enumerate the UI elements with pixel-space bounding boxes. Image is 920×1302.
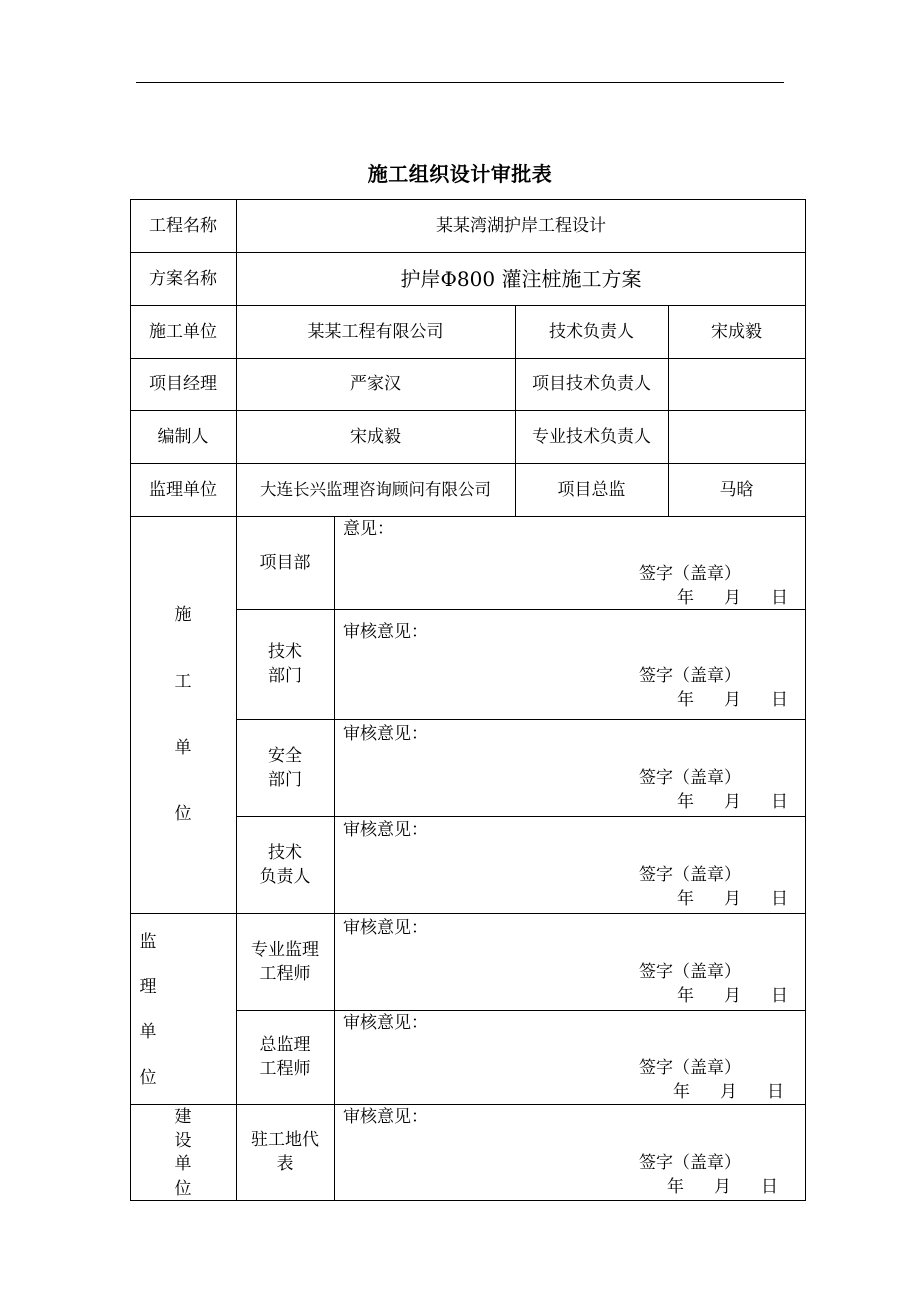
signature-label: 签字（盖章）	[639, 768, 741, 788]
contractor-label: 施工单位	[149, 321, 217, 342]
plan-name-label: 方案名称	[149, 268, 217, 289]
project-name-value: 某某湾湖护岸工程设计	[436, 215, 606, 236]
dept-tech: 技术 部门	[268, 642, 302, 686]
grid-line	[130, 516, 806, 517]
supervisor-label: 监理单位	[149, 479, 217, 500]
grid-line	[130, 1104, 806, 1105]
plan-name-value: 护岸Φ800 灌注桩施工方案	[400, 266, 642, 291]
spec-tech-lead-label: 专业技术负责人	[532, 426, 651, 447]
pm-label: 项目经理	[149, 374, 217, 394]
dept-project: 项目部	[259, 552, 311, 573]
chief-supervisor-label: 项目总监	[557, 479, 626, 500]
author-value: 宋成毅	[350, 426, 401, 447]
date-line: 年 月 日	[667, 1177, 778, 1197]
grid-line	[130, 913, 806, 914]
signature-label: 签字（盖章）	[639, 1153, 741, 1173]
date-line: 年 月 日	[677, 792, 788, 812]
date-line: 年 月 日	[677, 889, 788, 909]
dept-specialist-supervisor: 专业监理 工程师	[251, 939, 319, 984]
signature-label: 签字（盖章）	[639, 865, 741, 885]
opinion-label: 审核意见：	[343, 1107, 428, 1127]
signature-label: 签字（盖章）	[639, 564, 741, 584]
opinion-label: 意见：	[343, 519, 394, 539]
signature-label: 签字（盖章）	[639, 666, 741, 686]
chief-supervisor-value: 马晗	[719, 479, 754, 500]
project-name-label: 工程名称	[149, 215, 217, 236]
pm-value: 严家汉	[350, 374, 401, 394]
opinion-label: 审核意见：	[343, 622, 428, 642]
header-rule	[136, 82, 784, 83]
opinion-label: 审核意见：	[343, 724, 428, 744]
date-line: 年 月 日	[673, 1082, 784, 1102]
tech-lead-label: 技术负责人	[549, 321, 634, 342]
grid-line	[334, 516, 335, 1201]
dept-chief-supervisor: 总监理 工程师	[259, 1035, 311, 1079]
opinion-label: 审核意见：	[343, 820, 428, 840]
spec-tech-lead-value	[668, 410, 805, 463]
page-title: 施工组织设计审批表	[367, 162, 553, 186]
proj-tech-lead-label: 项目技术负责人	[532, 374, 651, 394]
date-line: 年 月 日	[677, 986, 788, 1006]
table-border-right	[805, 199, 806, 1201]
author-label: 编制人	[157, 426, 209, 447]
dept-safety: 安全 部门	[268, 745, 302, 790]
table-border-bottom	[130, 1200, 806, 1201]
tech-lead-value: 宋成毅	[711, 321, 762, 342]
date-line: 年 月 日	[677, 588, 788, 608]
proj-tech-lead-value	[668, 358, 805, 410]
supervisor-value: 大连长兴监理咨询顾问有限公司	[260, 479, 491, 499]
dept-site-rep: 驻工地代 表	[251, 1130, 319, 1174]
contractor-value: 某某工程有限公司	[307, 321, 444, 342]
signature-label: 签字（盖章）	[639, 962, 741, 982]
opinion-label: 审核意见：	[343, 1013, 428, 1033]
dept-tech-lead: 技术 负责人	[259, 842, 311, 887]
signature-label: 签字（盖章）	[639, 1058, 741, 1078]
opinion-label: 审核意见：	[343, 918, 428, 938]
date-line: 年 月 日	[677, 690, 788, 710]
